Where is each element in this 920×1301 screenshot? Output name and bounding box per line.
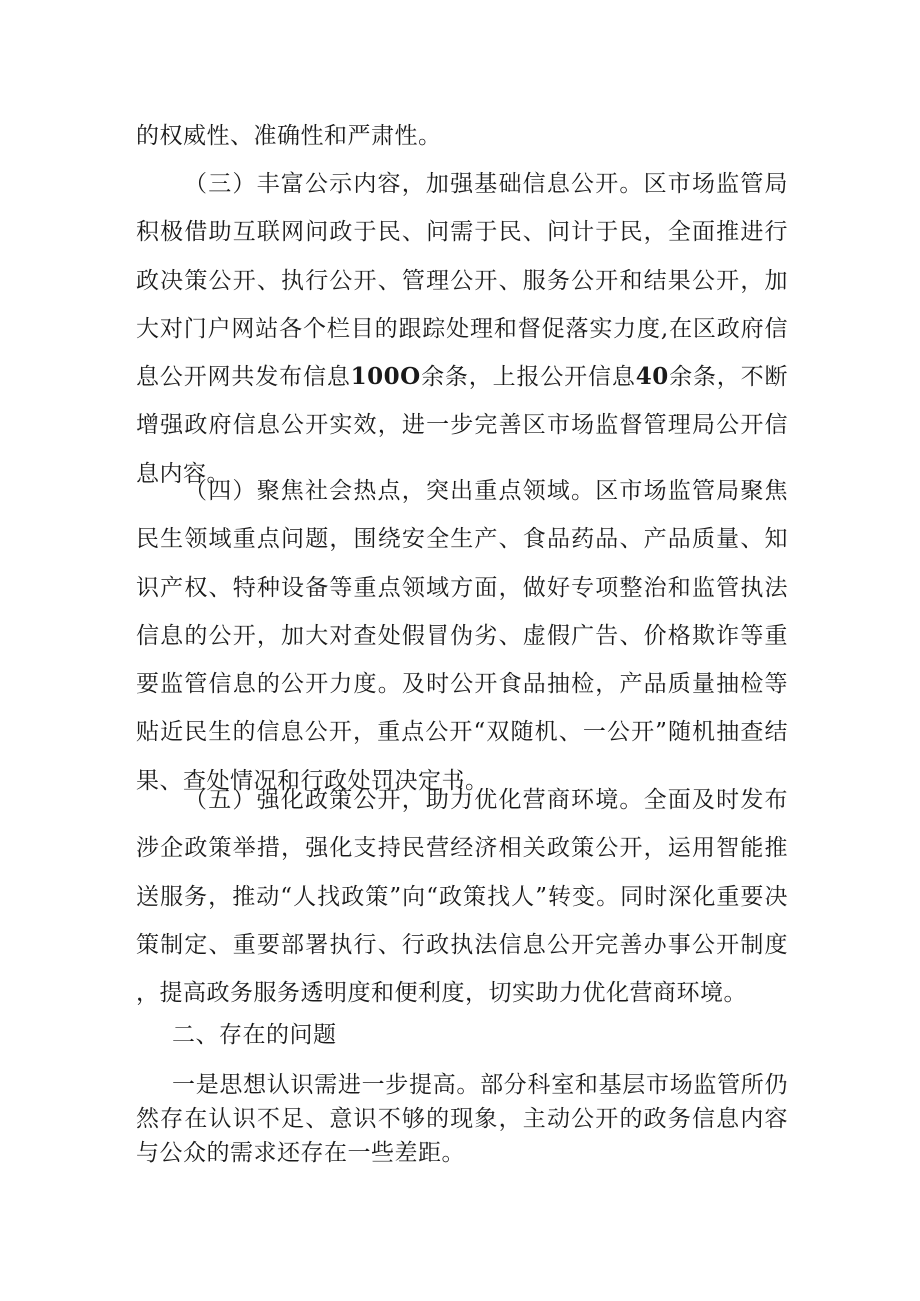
paragraph-continuation: 的权威性、准确性和严肃性。 bbox=[136, 123, 442, 149]
paragraph-item-3-text-b: 余条，上报公开信息 bbox=[420, 364, 636, 391]
paragraph-item-4: （四）聚焦社会热点，突出重点领域。区市场监管局聚焦民生领域重点问题，围绕安全生产、食品药品、产品质量、知识产权、特种设备等重点领域方面，做好专项整治和监管执法信息的公开，加大对查处假冒伪劣、虚假广告、价格欺诈等重要监管信息的公开力度。及时公开食品抽检，产品质量抽检等贴近民生的信息公开，重点公开“双随机、一公开”随机抽查结果、查处情况和行政处罚决定书。 bbox=[136, 478, 788, 794]
paragraph-item-3-text-a: （三）丰富公示内容，加强基础信息公开。区市场监管局积极借助互联网问政于民、问需于民、问计于民，全面推进行政决策公开、执行公开、管理公开、服务公开和结果公开，加大对门户网站各个栏目的跟踪处理和督促落实力度,在区政府信息公开网共发布信息 bbox=[136, 171, 788, 391]
paragraph-item-5: （五）强化政策公开，助力优化营商环境。全面及时发布涉企政策举措，强化支持民营经济相关政策公开，运用智能推送服务，推动“人找政策”向“政策找人”转变。同时深化重要决策制定、重要部署执行、行政执法信息公开完善办事公开制度，提高政务服务透明度和便利度，切实助力优化营商环境。 bbox=[136, 787, 788, 1007]
paragraph-item-3-text-c: 余条，不断增强政府信息公开实效，进一步完善区市场监督管理局公开信息内容。 bbox=[136, 364, 789, 487]
paragraph-problem-1: 一是思想认识需进一步提高。部分科室和基层市场监管所仍然存在认识不足、意识不够的现象，主动公开的政务信息内容与公众的需求还存在一些差距。 bbox=[136, 1072, 788, 1166]
report-count-number: 40 bbox=[635, 363, 669, 391]
info-count-number: 100O bbox=[350, 363, 421, 391]
paragraph-item-3 bbox=[136, 160, 788, 498]
section-heading: 二、存在的问题 bbox=[172, 1022, 337, 1048]
